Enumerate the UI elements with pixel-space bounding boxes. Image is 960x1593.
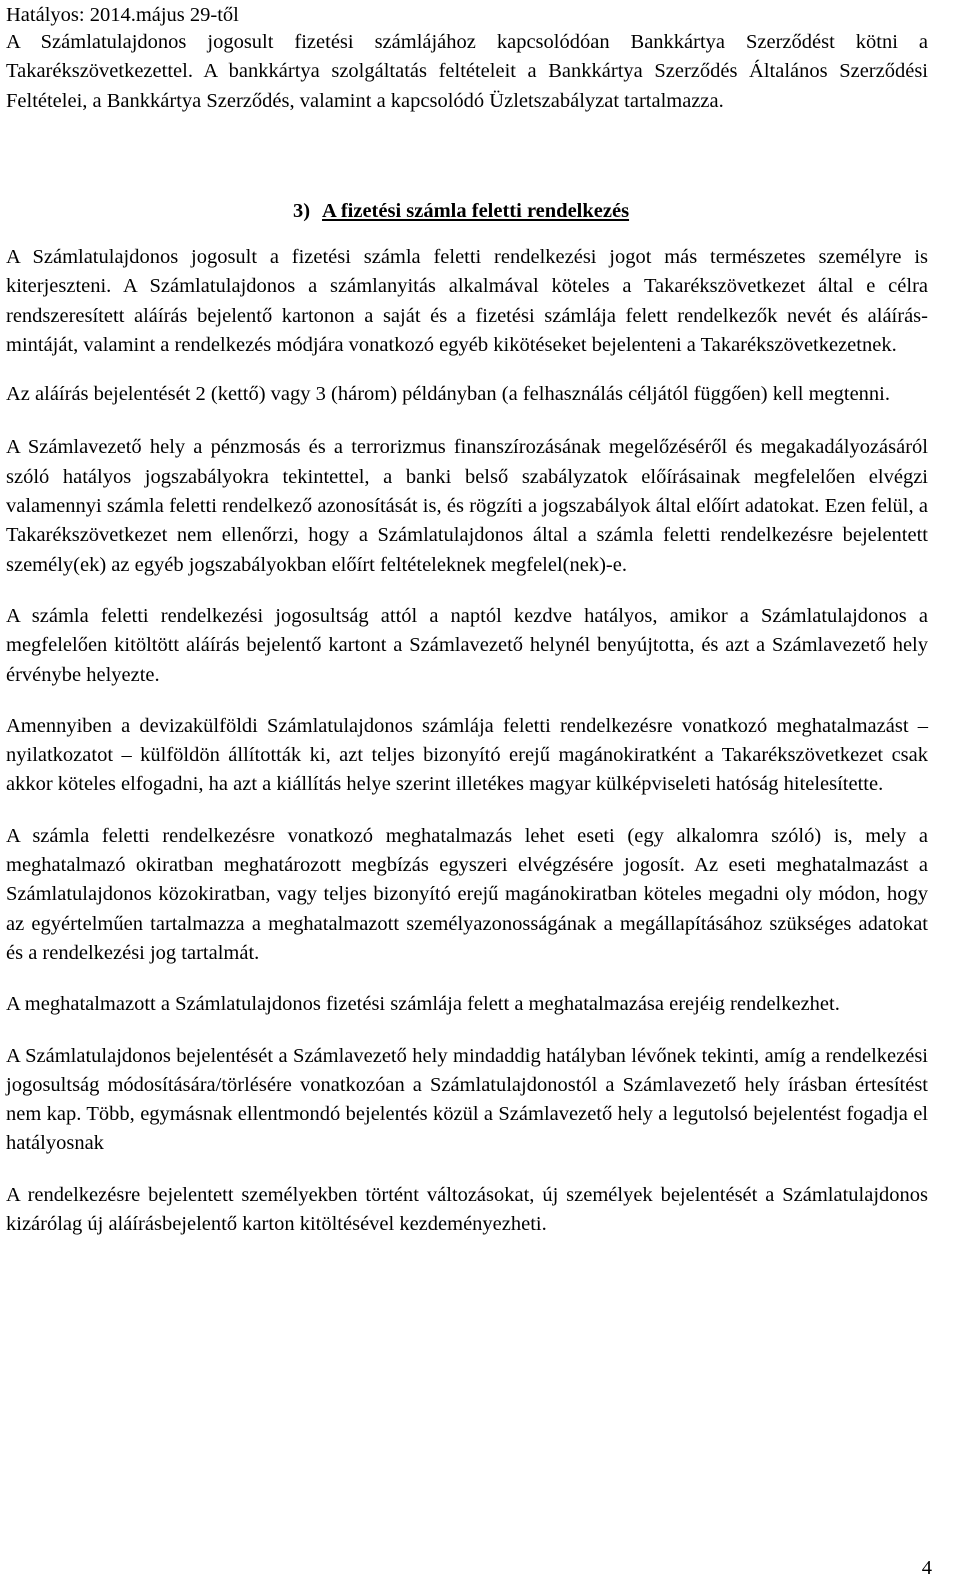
paragraph-6: A számla feletti rendelkezésre vonatkozó meghatalmazás lehet eseti (egy alkalomra szóló) is, mely a meghatalmazó okiratban meghatározott megbízás egyszeri elvégzésére jogosít. Az eseti meghatalmazást a Számlatulajdonos közokiratban, vagy teljes bizonyító erejű magánokiratban köteles megadni oly módon, hogy az egyértelműen tartalmazza a meghatalmazott személyazonosságának a megállapításához szükséges adatokat és a rendelkezési jog tartalmát. [6, 824, 928, 964]
paragraph-5: Amennyiben a devizakülföldi Számlatulajdonos számlája feletti rendelkezésre vonatkozó meghatalmazást – nyilatkozatot – külföldön állították ki, azt teljes bizonyító erejű magánokiratként a Takarékszövetkezet csak akkor köteles elfogadni, ha azt a kiállítás helye szerint illetékes magyar külképviseleti hatóság hitelesítette. [6, 714, 928, 796]
paragraph-4: A számla feletti rendelkezési jogosultság attól a naptól kezdve hatályos, amikor a Számlatulajdonos a megfelelően kitöltött aláírás bejelentő kartont a Számlavezető helynél benyújtotta, és azt a Számlavezető hely érvénybe helyezte. [6, 604, 928, 686]
section-number: 3) [292, 200, 311, 222]
page-number: 4 [921, 1557, 932, 1579]
paragraph-1: A Számlatulajdonos jogosult a fizetési számla feletti rendelkezési jogot más természetes személyre is kiterjeszteni. A Számlatulajdonos a számlanyitás alkalmával köteles a Takarékszövetkezet által e célra rendszeresített aláírás bejelentő kartonon a saját és a fizetési számlája felett rendelkezők nevét és aláírás-mintáját, valamint a rendelkezés módjára vonatkozó egyéb kikötéseket bejelenteni a Takarékszövetkezetnek. [6, 246, 928, 356]
paragraph-9: A rendelkezésre bejelentett személyekben történt változásokat, új személyek bejelentését a Számlatulajdonos kizárólag új aláírásbejelentő karton kitöltésével kezdeményezheti. [6, 1183, 928, 1236]
paragraph-2: Az aláírás bejelentését 2 (kettő) vagy 3 (három) példányban (a felhasználás céljától függően) kell megtenni. [6, 383, 890, 406]
intro-paragraph: A Számlatulajdonos jogosult fizetési számlájához kapcsolódóan Bankkártya Szerződést kötni a Takarékszövetkezettel. A bankkártya szolgáltatás feltételeit a Bankkártya Szerződés Általános Szerződési Feltételei, a Bankkártya Szerződés, valamint a kapcsolódó Üzletszabályzat tartalmazza. [6, 31, 928, 112]
paragraph-3: A Számlavezető hely a pénzmosás és a terrorizmus finanszírozásának megelőzéséről és megakadályozásáról szóló hatályos jogszabályokra tekintettel, a banki belső szabályzatok előírásainak megfelelően elvégzi valamennyi számla feletti rendelkező azonosítását is, és rögzíti a jogszabályok által előírt adatokat. Ezen felül, a Takarékszövetkezet nem ellenőrzi, hogy a Számlatulajdonos által a számla feletti rendelkezésre bejelentett személy(ek) az egyéb jogszabályokban előírt feltételeknek megfelel(nek)-e. [6, 436, 928, 576]
paragraph-8: A Számlatulajdonos bejelentését a Számlavezető hely mindaddig hatályban lévőnek tekinti, amíg a rendelkezési jogosultság módosítására/törlésére vonatkozóan a Számlatulajdonostól a Számlavezető hely írásban értesítést nem kap. Több, egymásnak ellentmondó bejelentés közül a Számlavezető hely a legutolsó bejelentést fogadja el hatályosnak [6, 1044, 928, 1155]
section-heading [0, 197, 922, 226]
effective-date: Hatályos: 2014.május 29-től [6, 4, 239, 26]
section-body [6, 243, 928, 1239]
section-title: A fizetési számla feletti rendelkezés [322, 200, 630, 222]
document-page [6, 0, 928, 116]
paragraph-7: A meghatalmazott a Számlatulajdonos fizetési számlája felett a meghatalmazása erejéig rendelkezhet. [6, 993, 840, 1016]
